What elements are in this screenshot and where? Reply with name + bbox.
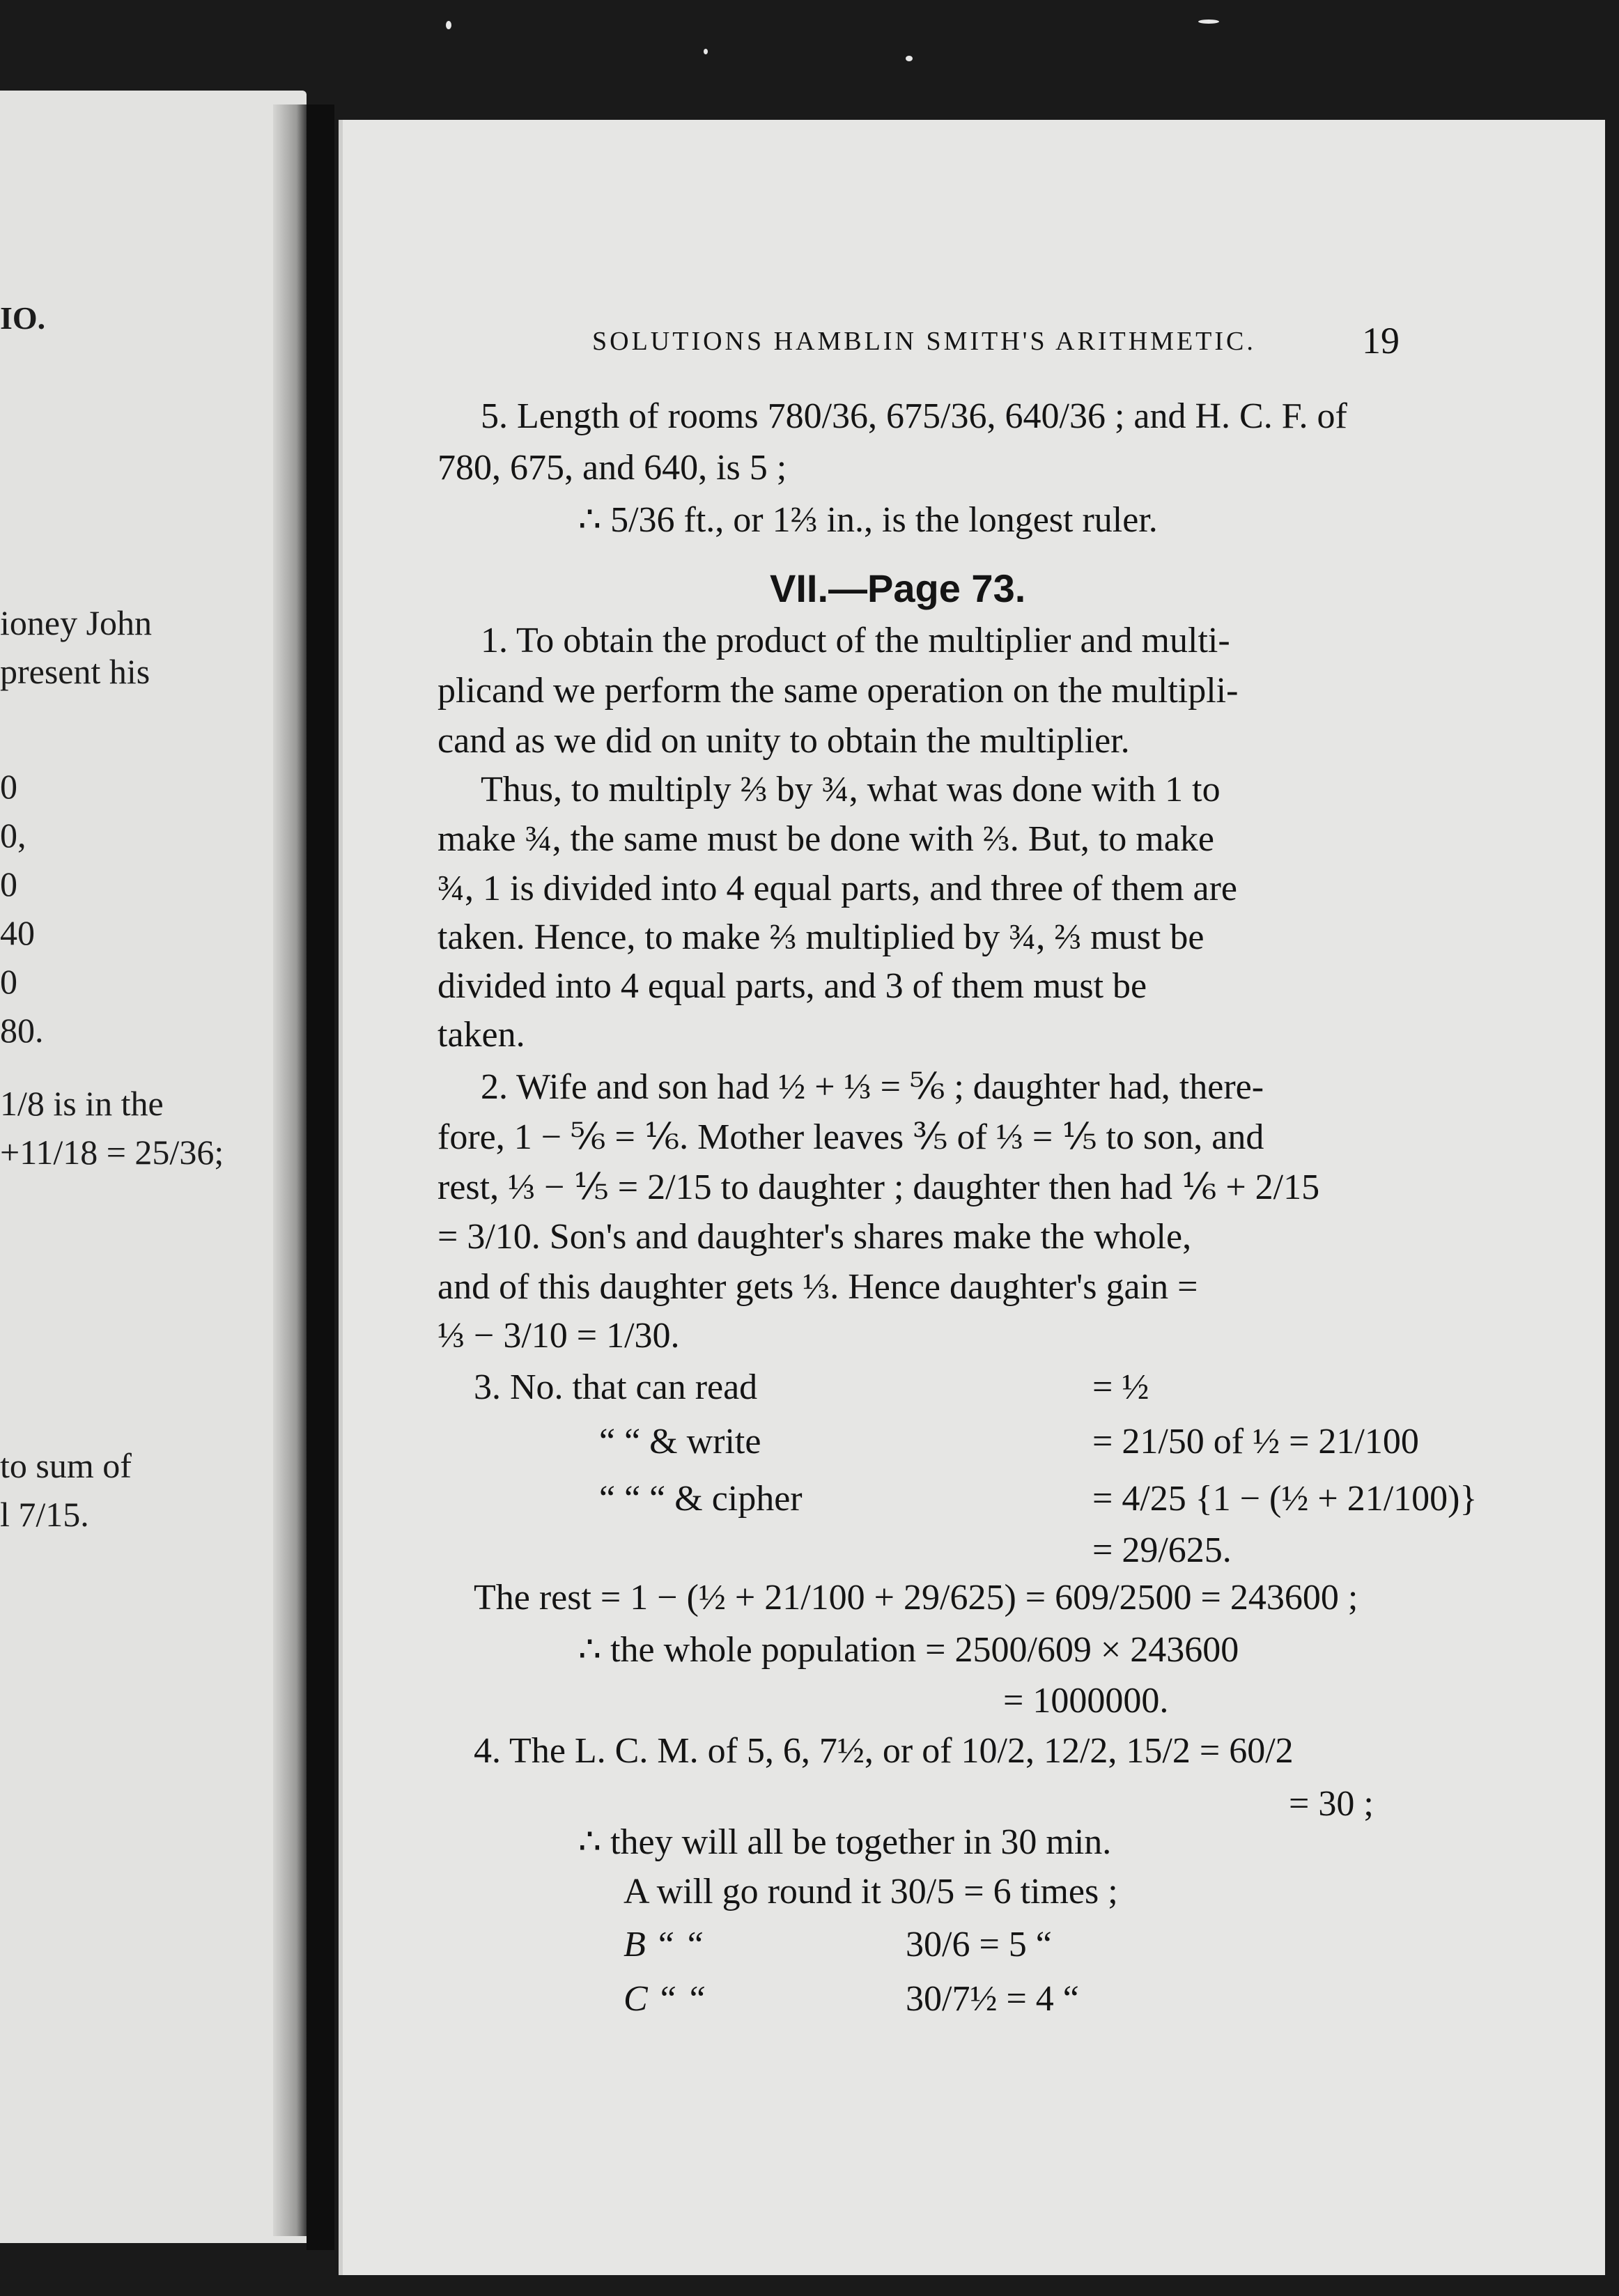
text-line: 30/6 = 5 “ <box>906 1925 1052 1964</box>
text-line: Thus, to multiply ⅔ by ¾, what was done with 1 to <box>481 770 1221 809</box>
left-line: ioney John <box>0 603 153 642</box>
text-line: B “ “ <box>623 1925 704 1964</box>
text-line: ∴ 5/36 ft., or 1⅔ in., is the longest ruler. <box>578 500 1158 540</box>
left-line: +11/18 = 25/36; <box>0 1133 224 1172</box>
text-line: = 4/25 {1 − (½ + 21/100)} <box>1092 1479 1478 1519</box>
text-line: divided into 4 equal parts, and 3 of them must be <box>437 966 1147 1006</box>
text-line: taken. Hence, to make ⅔ multiplied by ¾, ⅔ must be <box>437 917 1204 957</box>
scan-speck <box>1198 20 1219 24</box>
left-line: 0, <box>0 816 26 855</box>
left-line: 0 <box>0 767 17 806</box>
text-line: 3. No. that can read <box>474 1367 758 1407</box>
left-line: 40 <box>0 913 35 952</box>
left-line: 0 <box>0 962 17 1001</box>
text-line: A will go round it 30/5 = 6 times ; <box>623 1872 1118 1911</box>
text-line: rest, ⅓ − ⅕ = 2/15 to daughter ; daughter then had ⅙ + 2/15 <box>437 1168 1320 1207</box>
scan-speck <box>446 21 451 29</box>
text-line: 5. Length of rooms 780/36, 675/36, 640/36 ; and H. C. F. of <box>481 396 1347 436</box>
scan-speck <box>704 49 708 54</box>
text-line: = 29/625. <box>1092 1530 1232 1570</box>
left-line: to sum of <box>0 1446 132 1485</box>
left-page-gutter-shadow <box>273 104 307 2236</box>
text-line: ¾, 1 is divided into 4 equal parts, and three of them are <box>437 869 1238 908</box>
text-line: taken. <box>437 1015 525 1055</box>
text-line: 30/7½ = 4 “ <box>906 1979 1079 2019</box>
text-line: “ “ & write <box>599 1422 761 1461</box>
text-line: 4. The L. C. M. of 5, 6, 7½, or of 10/2, 12/2, 15/2 = 60/2 <box>474 1731 1294 1771</box>
text-line: 1. To obtain the product of the multiplier and multi- <box>481 621 1230 660</box>
text-line: and of this daughter gets ⅓. Hence daughter's gain = <box>437 1267 1198 1307</box>
left-line-header: IO. <box>0 300 46 336</box>
text-line: The rest = 1 − (½ + 21/100 + 29/625) = 609/2500 = 243600 ; <box>474 1578 1358 1618</box>
text-line: 2. Wife and son had ½ + ⅓ = ⅚ ; daughter had, there- <box>481 1067 1264 1107</box>
text-line: plicand we perform the same operation on the multipli- <box>437 671 1239 711</box>
left-line: 80. <box>0 1011 44 1050</box>
scan-speck <box>906 56 913 61</box>
text-line: = 3/10. Son's and daughter's shares make the whole, <box>437 1217 1192 1257</box>
book-spine <box>307 104 334 2250</box>
left-line: 1/8 is in the <box>0 1084 164 1123</box>
left-line: present his <box>0 652 150 691</box>
left-line: 0 <box>0 864 17 903</box>
text-line: = ½ <box>1092 1367 1149 1407</box>
text-line: C “ “ <box>623 1979 706 2019</box>
text-line: fore, 1 − ⅚ = ⅙. Mother leaves ⅗ of ⅓ = ⅕ to son, and <box>437 1117 1264 1157</box>
text-line: ⅓ − 3/10 = 1/30. <box>437 1316 680 1356</box>
text-line: = 1000000. <box>1003 1681 1169 1721</box>
text-line: make ¾, the same must be done with ⅔. But, to make <box>437 819 1214 859</box>
text-line: cand as we did on unity to obtain the multiplier. <box>437 721 1130 761</box>
left-line: l 7/15. <box>0 1495 89 1534</box>
text-line: “ “ “ & cipher <box>599 1479 803 1519</box>
running-header: SOLUTIONS HAMBLIN SMITH'S ARITHMETIC. <box>592 327 1256 356</box>
text-line: ∴ the whole population = 2500/609 × 243600 <box>578 1630 1239 1670</box>
text-line: = 30 ; <box>1289 1784 1374 1824</box>
text-line: = 21/50 of ½ = 21/100 <box>1092 1422 1419 1461</box>
section-title: VII.—Page 73. <box>770 566 1026 610</box>
text-line: ∴ they will all be together in 30 min. <box>578 1822 1112 1862</box>
page-number: 19 <box>1362 320 1400 362</box>
text-line: 780, 675, and 640, is 5 ; <box>437 448 787 488</box>
